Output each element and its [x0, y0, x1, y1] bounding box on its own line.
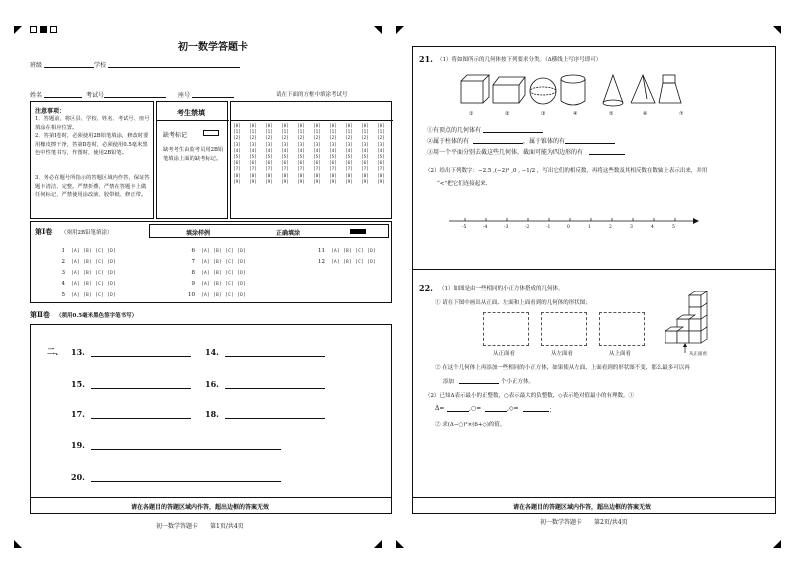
exam-digit-bubble[interactable]: [0] — [377, 124, 385, 129]
exam-digit-column[interactable] — [249, 124, 257, 185]
left-view-grid[interactable] — [541, 312, 587, 346]
exam-digit-bubble[interactable]: [7] — [313, 167, 321, 173]
warning-1: 请在各题目的答题区域内作答，超出边框的答案无效 — [131, 504, 270, 511]
exam-digit-bubble[interactable]: [8] — [377, 173, 385, 179]
section1-title: 第Ⅰ卷 — [35, 227, 53, 236]
exam-digit-bubble[interactable]: [7] — [233, 167, 241, 173]
exam-digit-bubble[interactable]: [5] — [361, 154, 369, 160]
exam-digit-bubble[interactable]: [8] — [297, 173, 305, 179]
exam-digit-bubble[interactable]: [3] — [377, 142, 385, 148]
exam-digit-bubble[interactable]: [2] — [345, 136, 353, 142]
exam-digit-bubble[interactable]: [5] — [233, 154, 241, 160]
exam-digit-bubble[interactable]: [4] — [361, 148, 369, 154]
q21-answer3[interactable] — [589, 154, 625, 155]
corner-mark — [14, 26, 22, 34]
timing-mark — [40, 26, 47, 33]
exam-digit-bubble[interactable]: [0] — [281, 124, 289, 129]
notice-item-3: 3．务必在题号所指示的答题区域内作答，保证答题卡清洁、完整。严禁折叠，严禁在答题卡上做任何标记，严禁使用涂改液、胶带纸、修正带。 — [35, 175, 150, 199]
exam-digit-bubble[interactable]: [6] — [329, 161, 337, 167]
page-title: 初一数学答题卡 — [178, 42, 248, 53]
absent-title: 考生禁填 — [177, 108, 205, 117]
part2-label: 二、 — [47, 346, 63, 356]
exam-digit-bubble[interactable]: [5] — [265, 154, 273, 160]
corner-mark — [396, 540, 404, 548]
notice-item-1: 1．答题前，将区县、学校、姓名、考试号、座号填涂在相应位置。 — [35, 116, 150, 131]
mcq-options[interactable]: [A] [B] [C] [D] — [71, 249, 117, 254]
section2-title: 第Ⅱ卷 — [30, 310, 50, 319]
class-field[interactable] — [44, 67, 94, 68]
mcq-number: 10 — [188, 292, 195, 298]
exam-digit-column[interactable] — [313, 124, 321, 185]
exam-digit-bubble[interactable]: [2] — [265, 136, 273, 142]
exam-digit-bubble[interactable]: [6] — [345, 161, 353, 167]
mcq-number: 4 — [61, 281, 65, 287]
exam-digit-bubble[interactable]: [3] — [233, 142, 241, 148]
exam-digit-bubble[interactable]: [2] — [313, 136, 321, 142]
q21-answer2b[interactable] — [565, 143, 615, 144]
exam-digit-bubble[interactable]: [2] — [329, 136, 337, 142]
mcq-number: 6 — [191, 248, 195, 254]
mcq-number: 8 — [191, 270, 195, 276]
fill-question-number: 16. — [205, 379, 219, 389]
exam-digit-bubble[interactable]: [7] — [345, 167, 353, 173]
exam-digit-column[interactable] — [265, 124, 273, 185]
exam-digit-bubble[interactable]: [0] — [329, 124, 337, 129]
exam-digit-bubble[interactable]: [8] — [233, 173, 241, 179]
exam-digit-bubble[interactable]: [8] — [313, 173, 321, 179]
exam-digit-bubble[interactable]: [7] — [281, 167, 289, 173]
exam-digit-bubble[interactable]: [2] — [297, 136, 305, 142]
eq-diamond-answer[interactable] — [523, 411, 549, 412]
shape-label: ③ — [541, 111, 546, 117]
mcq-options[interactable]: [A] [B] [C] [D] — [331, 260, 377, 265]
mcq-number: 3 — [61, 270, 65, 276]
q21-num: 21. — [419, 54, 433, 64]
exam-digit-bubble[interactable]: [2] — [233, 136, 241, 142]
exam-digit-bubble[interactable]: [4] — [313, 148, 321, 154]
exam-digit-bubble[interactable]: [9] — [345, 179, 353, 185]
q21-part2: （2）给出下列数字：−2.5 ,(−2)² ,0 , −1/2 ，写出它们的相反数，再将这些数及其相反数在数轴上表示出来，并用 — [425, 168, 708, 174]
exam-digit-bubble[interactable]: [3] — [297, 142, 305, 148]
q22-sub2a: ② 在这个几何体上再添加一些相同的小正方体，如果使从左面、上面看到的形状图不变，那么最多可以再 — [435, 365, 690, 371]
eq-triangle: Δ= — [435, 405, 445, 412]
exam-number-grid — [230, 101, 392, 219]
notice-box — [30, 101, 154, 219]
axis-tick-label: -4 — [483, 225, 488, 230]
exam-digit-bubble[interactable]: [9] — [361, 179, 369, 185]
q22-sub2c: 个小正方体。 — [501, 379, 535, 385]
fill-answer-line[interactable] — [225, 418, 325, 419]
q22-num: 22. — [419, 283, 433, 293]
view-label-front: 从正面看 — [493, 351, 516, 357]
front-view-grid[interactable] — [483, 312, 529, 346]
q22-sub3: ② 求(Δ−○)²×(6+◇)的值。 — [435, 422, 506, 428]
exam-digit-bubble[interactable]: [4] — [281, 148, 289, 154]
corner-mark — [773, 540, 781, 548]
exam-digit-bubble[interactable]: [6] — [281, 161, 289, 167]
fill-sample-box — [149, 224, 389, 238]
shape-label: ⑦ — [679, 111, 684, 117]
axis-tick-label: 3 — [630, 225, 633, 230]
eq-end: ； — [549, 407, 556, 414]
exam-digit-bubble[interactable]: [4] — [329, 148, 337, 154]
mcq-options[interactable]: [A] [B] [C] [D] — [71, 271, 117, 276]
warning-2: 请在各题目的答题区域内作答，超出边框的答案无效 — [513, 504, 652, 511]
exam-digit-column[interactable] — [297, 124, 305, 185]
shape-label: ① — [469, 111, 474, 117]
eq-circle-answer[interactable] — [485, 411, 507, 412]
exam-digit-bubble[interactable]: [1] — [265, 130, 273, 136]
exam-digit-bubble[interactable]: [0] — [361, 124, 369, 129]
exam-digit-bubble[interactable]: [9] — [377, 179, 385, 185]
absent-mark-box[interactable] — [203, 130, 219, 136]
top-view-grid[interactable] — [599, 312, 645, 346]
section2-subtitle: （须用0.5毫米黑色签字笔书写） — [56, 313, 138, 319]
exam-digit-bubble[interactable]: [7] — [329, 167, 337, 173]
exam-digit-bubble[interactable]: [5] — [329, 154, 337, 160]
mcq-number: 9 — [191, 281, 195, 287]
section1-box — [30, 221, 392, 303]
exam-digit-bubble[interactable]: [9] — [265, 179, 273, 185]
exam-digit-bubble[interactable]: [6] — [377, 161, 385, 167]
exam-digit-bubble[interactable]: [6] — [233, 161, 241, 167]
corner-mark — [374, 540, 382, 548]
q21-part1: （1）将如图所示的几何体按下列要求分类。（Δ横线上写序号即可） — [437, 57, 602, 63]
exam-digit-bubble[interactable]: [8] — [361, 173, 369, 179]
q21-answer2a[interactable] — [473, 143, 523, 144]
exam-digit-bubble[interactable]: [3] — [329, 142, 337, 148]
school-label: 学校 — [94, 62, 107, 69]
exam-digit-column[interactable] — [377, 124, 385, 185]
fill-question-number: 15. — [71, 379, 85, 389]
section2-box — [30, 324, 392, 514]
exam-digit-bubble[interactable]: [1] — [249, 130, 257, 136]
exam-digit-bubble[interactable]: [9] — [313, 179, 321, 185]
fill-question-number: 14. — [205, 347, 219, 357]
geometry-shapes — [457, 69, 687, 119]
exam-digit-bubble[interactable]: [1] — [329, 130, 337, 136]
exam-digit-column[interactable] — [329, 124, 337, 185]
exam-digit-bubble[interactable]: [8] — [345, 173, 353, 179]
exam-digit-bubble[interactable]: [0] — [233, 124, 241, 129]
axis-tick-label: 2 — [609, 225, 612, 230]
exam-digit-bubble[interactable]: [5] — [313, 154, 321, 160]
exam-digit-bubble[interactable]: [4] — [249, 148, 257, 154]
notice-title: 注意事项： — [35, 108, 66, 115]
seat-field[interactable] — [192, 97, 234, 98]
exam-digit-bubble[interactable]: [8] — [265, 173, 273, 179]
exam-digit-bubble[interactable]: [6] — [297, 161, 305, 167]
sample-label: 填涂样例 — [186, 230, 211, 237]
exam-digit-bubble[interactable]: [6] — [313, 161, 321, 167]
timing-mark — [50, 26, 57, 33]
mcq-number: 7 — [191, 259, 195, 265]
exam-digit-bubble[interactable]: [8] — [281, 173, 289, 179]
exam-digit-bubble[interactable]: [0] — [249, 124, 257, 129]
exam-digit-bubble[interactable]: [5] — [249, 154, 257, 160]
axis-tick-label: 4 — [651, 225, 654, 230]
school-field[interactable] — [108, 67, 240, 68]
q21-line2b: ，属于锥体的有 — [523, 138, 566, 145]
mcq-options[interactable]: [A] [B] [C] [D] — [201, 260, 247, 265]
footer-1: 初一数学答题卡 第1页/共4页 — [156, 523, 244, 530]
exam-digit-bubble[interactable]: [2] — [281, 136, 289, 142]
mcq-options[interactable]: [A] [B] [C] [D] — [201, 271, 247, 276]
exam-digit-bubble[interactable]: [4] — [345, 148, 353, 154]
mcq-options[interactable]: [A] [B] [C] [D] — [331, 249, 377, 254]
cube-stack-figure — [665, 291, 729, 357]
exam-digit-bubble[interactable]: [4] — [297, 148, 305, 154]
fill-hint: 请在下面的方框中填涂考试号 — [276, 92, 348, 98]
fill-question-number: 17. — [71, 409, 85, 419]
corner-mark — [773, 26, 781, 34]
exam-digit-bubble[interactable]: [1] — [345, 130, 353, 136]
timing-mark — [30, 26, 37, 33]
exam-digit-bubble[interactable]: [9] — [329, 179, 337, 185]
fill-question-number: 13. — [71, 347, 85, 357]
exam-digit-bubble[interactable]: [2] — [377, 136, 385, 142]
axis-tick-label: 1 — [588, 225, 591, 230]
exam-digit-bubble[interactable]: [9] — [297, 179, 305, 185]
corner-mark — [374, 26, 382, 34]
mcq-number: 11 — [318, 248, 325, 254]
fill-answer-line[interactable] — [91, 388, 191, 389]
fill-question-number: 20. — [71, 472, 85, 482]
exam-digit-bubble[interactable]: [9] — [249, 179, 257, 185]
q22-part2: （2）已知Δ表示最小的正整数，○表示最大的负整数，◇表示绝对值最小的有理数。① — [425, 393, 635, 399]
exam-digit-bubble[interactable]: [0] — [313, 124, 321, 129]
shape-label: ② — [505, 111, 510, 117]
exam-digit-bubble[interactable]: [7] — [249, 167, 257, 173]
exam-digit-bubble[interactable]: [1] — [233, 130, 241, 136]
mcq-number: 5 — [61, 292, 65, 298]
eq-triangle-answer[interactable] — [447, 411, 469, 412]
mcq-options[interactable]: [A] [B] [C] [D] — [201, 282, 247, 287]
exam-digit-bubble[interactable]: [4] — [233, 148, 241, 154]
absent-mark-label: 缺考标记 — [163, 132, 188, 139]
exam-digit-bubble[interactable]: [6] — [265, 161, 273, 167]
exam-digit-bubble[interactable]: [5] — [281, 154, 289, 160]
fill-answer-line[interactable] — [91, 481, 281, 482]
exam-digit-bubble[interactable]: [4] — [265, 148, 273, 154]
exam-digit-bubble[interactable]: [3] — [313, 142, 321, 148]
exam-digit-bubble[interactable]: [9] — [281, 179, 289, 185]
absent-desc: 缺考考生由监考员用2B铅笔填涂上面的缺考标记。 — [163, 147, 224, 162]
exam-digit-bubble[interactable]: [1] — [297, 130, 305, 136]
exam-digit-bubble[interactable]: [1] — [281, 130, 289, 136]
shape-label: ⑤ — [609, 111, 614, 117]
exam-no-label: 考试号 — [86, 92, 105, 99]
exam-digit-bubble[interactable]: [0] — [297, 124, 305, 129]
exam-digit-bubble[interactable]: [3] — [281, 142, 289, 148]
name-field[interactable] — [44, 97, 82, 98]
axis-tick-label: 0 — [567, 225, 570, 230]
footer-2: 初一数学答题卡 第2页/共4页 — [540, 519, 628, 526]
exam-digit-column[interactable] — [345, 124, 353, 185]
exam-digit-column[interactable] — [233, 124, 241, 185]
q22-sub1: ① 请在下图中画出从正面、左面和上面看到的几何体的形状图； — [435, 300, 591, 306]
exam-digit-bubble[interactable]: [7] — [297, 167, 305, 173]
absent-box — [156, 101, 228, 219]
exam-digit-bubble[interactable]: [5] — [297, 154, 305, 160]
exam-digit-bubble[interactable]: [6] — [361, 161, 369, 167]
exam-digit-bubble[interactable]: [6] — [249, 161, 257, 167]
shape-label: ⑥ — [643, 111, 648, 117]
seat-label: 座号 — [178, 92, 191, 99]
axis-tick-label: -3 — [504, 225, 509, 230]
exam-digit-bubble[interactable]: [0] — [345, 124, 353, 129]
exam-digit-column[interactable] — [281, 124, 289, 185]
exam-digit-bubble[interactable]: [9] — [233, 179, 241, 185]
eq-circle: ,○= — [469, 405, 482, 412]
class-label: 班级 — [30, 62, 43, 69]
exam-digit-bubble[interactable]: [5] — [377, 154, 385, 160]
exam-digit-bubble[interactable]: [7] — [265, 167, 273, 173]
view-label-left: 从左面看 — [551, 351, 574, 357]
fill-question-number: 19. — [71, 440, 85, 450]
exam-digit-bubble[interactable]: [1] — [361, 130, 369, 136]
exam-digit-bubble[interactable]: [1] — [313, 130, 321, 136]
exam-no-field[interactable] — [104, 97, 166, 98]
correct-sample — [350, 229, 366, 234]
mcq-options[interactable]: [A] [B] [C] [D] — [201, 293, 247, 298]
exam-digit-bubble[interactable]: [3] — [361, 142, 369, 148]
name-label: 姓名 — [30, 92, 43, 99]
mcq-number: 2 — [61, 259, 65, 265]
exam-digit-bubble[interactable]: [8] — [249, 173, 257, 179]
exam-digit-bubble[interactable]: [3] — [249, 142, 257, 148]
exam-digit-bubble[interactable]: [0] — [265, 124, 273, 129]
axis-tick-label: -2 — [525, 225, 530, 230]
exam-digit-bubble[interactable]: [3] — [345, 142, 353, 148]
exam-digit-bubble[interactable]: [8] — [329, 173, 337, 179]
exam-digit-bubble[interactable]: [1] — [377, 130, 385, 136]
exam-digit-bubble[interactable]: [7] — [361, 167, 369, 173]
view-label-top: 从上面看 — [609, 351, 632, 357]
q21-line3: ③用一个平面分别去截这些几何体，截面可能为四边形的有 — [427, 149, 584, 156]
exam-digit-bubble[interactable]: [3] — [265, 142, 273, 148]
q21-line1: ①有顶点的几何体有 — [427, 127, 482, 134]
q21-line2a: ②属于柱体的有 — [427, 138, 470, 145]
axis-tick-label: -5 — [462, 225, 467, 230]
shape-label: ④ — [573, 111, 578, 117]
page2-box — [412, 46, 776, 514]
mcq-number: 1 — [61, 248, 65, 254]
q22-answer-add[interactable] — [459, 383, 499, 384]
q22-intro: （1）如图是由一些相同的小正方体搭成的几何体。 — [439, 286, 564, 292]
fill-answer-line[interactable] — [91, 356, 191, 357]
corner-mark — [396, 26, 404, 34]
exam-digit-bubble[interactable]: [2] — [249, 136, 257, 142]
section1-subtitle: （须用2B铅笔填涂） — [61, 230, 113, 236]
mcq-options[interactable]: [A] [B] [C] [D] — [71, 293, 117, 298]
q21-answer1[interactable] — [483, 132, 543, 133]
fill-question-number: 18. — [205, 409, 219, 419]
q22-sub2b: 添加 — [443, 379, 455, 385]
mcq-options[interactable]: [A] [B] [C] [D] — [201, 249, 247, 254]
corner-mark — [14, 540, 22, 548]
eq-diamond: ,◇= — [507, 405, 519, 412]
fill-answer-line[interactable] — [91, 449, 281, 450]
exam-digit-bubble[interactable]: [5] — [345, 154, 353, 160]
exam-digit-bubble[interactable]: [7] — [377, 167, 385, 173]
cube-front-label: 从正面看 — [689, 352, 707, 357]
axis-tick-label: -1 — [546, 225, 551, 230]
mcq-options[interactable]: [A] [B] [C] [D] — [71, 260, 117, 265]
fill-answer-line[interactable] — [225, 356, 325, 357]
correct-label: 正确填涂 — [276, 230, 301, 237]
mcq-number: 12 — [318, 259, 325, 265]
exam-digit-bubble[interactable]: [2] — [361, 136, 369, 142]
exam-digit-bubble[interactable]: [4] — [377, 148, 385, 154]
exam-digit-column[interactable] — [361, 124, 369, 185]
q21-part2b: “<”把它们连接起来. — [437, 181, 488, 187]
mcq-options[interactable]: [A] [B] [C] [D] — [71, 282, 117, 287]
fill-answer-line[interactable] — [225, 388, 325, 389]
notice-item-2: 2．答第Ⅰ卷时，必须使用2B铅笔填涂，修改时要用橡皮擦干净，答第Ⅱ卷时，必须使用0.5毫米黑色中性笔书写，作图时，使用2B铅笔。 — [35, 133, 149, 157]
fill-answer-line[interactable] — [91, 418, 191, 419]
axis-tick-label: 5 — [672, 225, 675, 230]
